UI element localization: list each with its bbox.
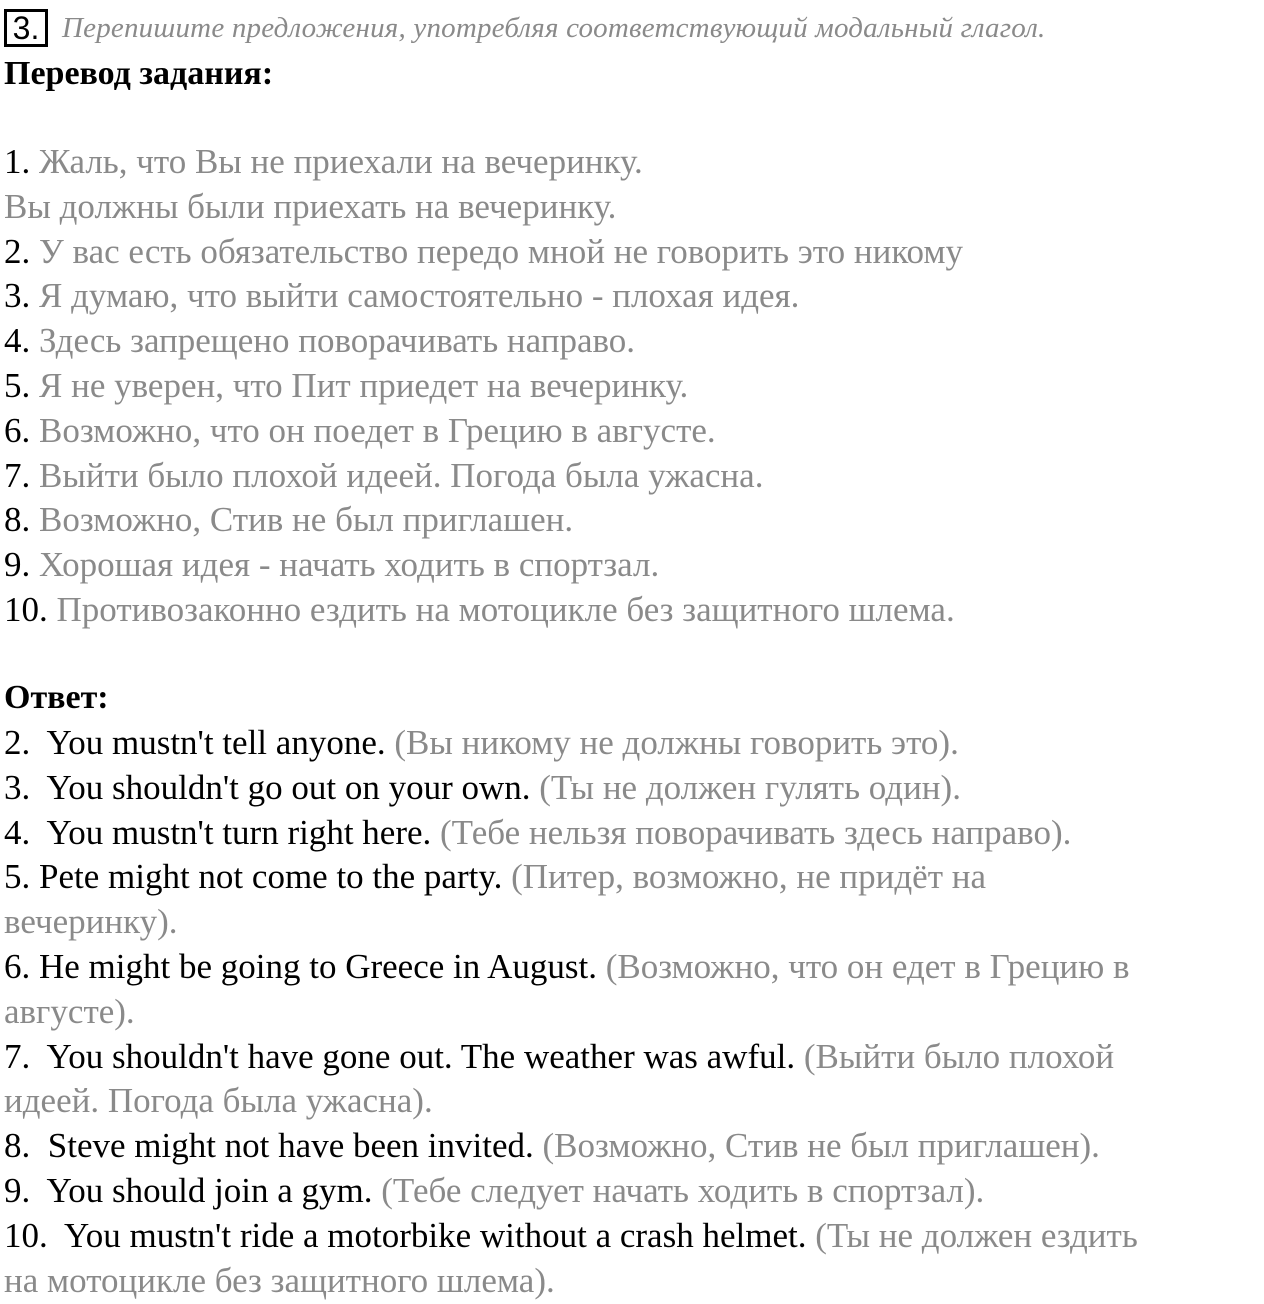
answer-english: 4. You mustn't turn right here. <box>4 812 441 852</box>
answer-title: Ответ: <box>4 679 109 716</box>
translation-text: Вы должны были приехать на вечеринку. <box>4 186 617 226</box>
answer-russian: (Возможно, что он едет в Грецию в <box>605 946 1130 986</box>
translation-line <box>4 454 1260 499</box>
answer-english: 8. Steve might not have been invited. <box>4 1126 543 1166</box>
translation-line <box>4 230 1260 275</box>
line-number: 8. <box>4 500 31 540</box>
translation-line <box>4 409 1260 454</box>
answer-line <box>4 1259 1260 1304</box>
translation-line <box>4 274 1260 319</box>
answer-line <box>4 1169 1260 1214</box>
answer-russian: вечеринку). <box>4 902 178 942</box>
line-number: 9. <box>4 545 31 585</box>
answer-english: 6. He might be going to Greece in August. <box>4 946 606 986</box>
line-number: 5. <box>4 365 31 405</box>
translation-text: Здесь запрещено поворачивать направо. <box>30 321 636 361</box>
answer-russian: (Ты не должен ездить <box>815 1215 1138 1255</box>
translation-text: Я думаю, что выйти самостоятельно - плохая идея. <box>30 276 800 316</box>
answer-russian: (Тебе следует начать ходить в спортзал). <box>381 1170 985 1210</box>
translation-text: Жаль, что Вы не приехали на вечеринку. <box>30 142 643 181</box>
answer-line <box>4 766 1260 811</box>
task-instruction: Перепишите предложения, употребляя соответствующий модальный глагол. <box>62 11 1046 44</box>
translation-text: Возможно, что он поедет в Грецию в августе. <box>30 410 716 450</box>
line-number: 3. <box>4 276 31 316</box>
translation-text: Выйти было плохой идеей. Погода была ужасна. <box>30 455 764 495</box>
answer-line <box>4 1035 1260 1080</box>
answer-russian: (Вы никому не должны говорить это). <box>394 723 959 762</box>
task-number-box: 3. <box>4 9 48 47</box>
translation-text: Возможно, Стив не был приглашен. <box>30 500 574 540</box>
answer-line <box>4 1214 1260 1259</box>
answer-russian: идеей. Погода была ужасна). <box>4 1081 433 1121</box>
translation-line <box>4 543 1260 588</box>
translation-text: Я не уверен, что Пит приедет на вечеринку. <box>30 365 689 405</box>
answer-russian: на мотоцикле без защитного шлема). <box>4 1260 555 1300</box>
translation-line <box>4 498 1260 543</box>
answer-line <box>4 721 1260 766</box>
answer-english: 7. You shouldn't have gone out. The weather was awful. <box>4 1036 804 1076</box>
answer-english: 10. You mustn't ride a motorbike without a crash helmet. <box>4 1215 816 1255</box>
answer-line <box>4 900 1260 945</box>
translation-title: Перевод задания: <box>4 55 274 92</box>
answer-russian: (Ты не должен гулять один). <box>539 767 961 807</box>
translation-list <box>4 140 1260 633</box>
answer-english: 9. You should join a gym. <box>4 1170 382 1210</box>
translation-text: Противозаконно ездить на мотоцикле без защитного шлема. <box>47 589 955 629</box>
answer-list <box>4 721 1260 1303</box>
answer-russian: (Тебе нельзя поворачивать здесь направо). <box>440 812 1072 852</box>
line-number: 6. <box>4 410 31 450</box>
line-number: 4. <box>4 321 31 361</box>
translation-line <box>4 364 1260 409</box>
translation-text: У вас есть обязательство передо мной не говорить это никому <box>30 231 964 271</box>
translation-text: Хорошая идея - начать ходить в спортзал. <box>30 545 660 585</box>
line-number: 7. <box>4 455 31 495</box>
answer-line <box>4 811 1260 856</box>
line-number: 1. <box>4 142 31 181</box>
answer-russian: августе). <box>4 991 135 1031</box>
translation-line <box>4 319 1260 364</box>
line-number: 10. <box>4 589 48 629</box>
translation-line <box>4 588 1260 633</box>
answer-english: 3. You shouldn't go out on your own. <box>4 767 540 807</box>
answer-line <box>4 990 1260 1035</box>
answer-russian: (Возможно, Стив не был приглашен). <box>542 1126 1100 1166</box>
translation-line <box>4 185 1260 230</box>
answer-line <box>4 855 1260 900</box>
line-number: 2. <box>4 231 31 271</box>
answer-line <box>4 1079 1260 1124</box>
task-header <box>4 8 1046 48</box>
answer-russian: (Выйти было плохой <box>803 1036 1115 1076</box>
answer-line <box>4 1124 1260 1169</box>
answer-english: 5. Pete might not come to the party. <box>4 857 512 897</box>
answer-line <box>4 945 1260 990</box>
answer-english: 2. You mustn't tell anyone. <box>4 723 395 762</box>
translation-line <box>4 140 1260 185</box>
answer-russian: (Питер, возможно, не придёт на <box>511 857 987 897</box>
